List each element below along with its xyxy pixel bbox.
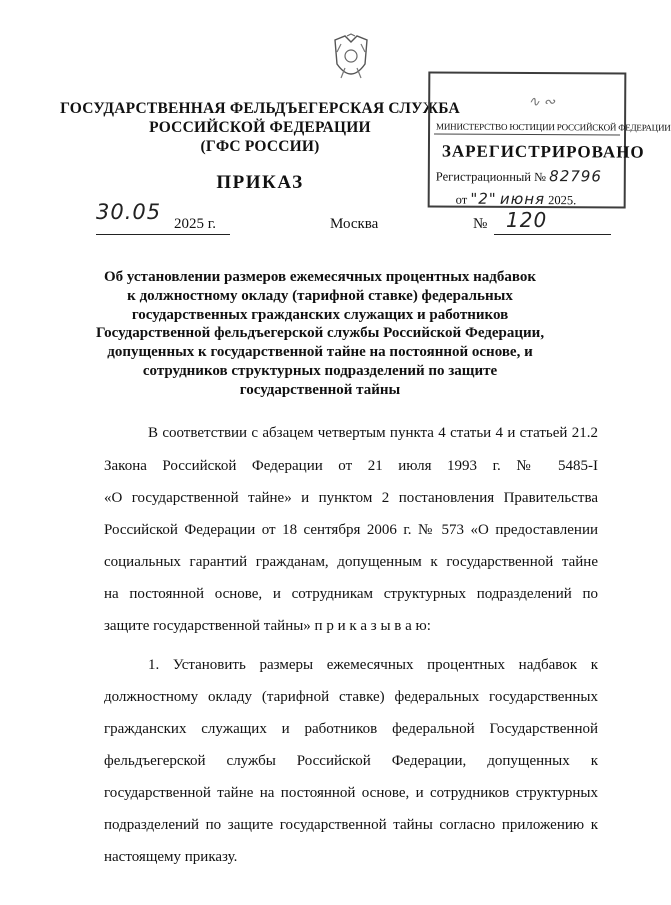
stamp-reg-label: Регистрационный № <box>435 169 547 185</box>
title-line: сотрудников структурных подразделений по защите <box>142 362 498 379</box>
item1-line: 1. Установить размеры ежемесячных процентных надбавок к <box>148 657 598 673</box>
title-line: Об установлении размеров ежемесячных процентных надбавок <box>103 269 537 285</box>
item1-line: фельдъегерской службы Российской Федерации, допущенных к <box>104 753 598 769</box>
stamp-status: ЗАРЕГИСТРИРОВАНО <box>441 141 645 162</box>
preamble-line: Российской Федерации от 18 сентября 2006 г. № 573 «О предоставлении <box>104 522 598 538</box>
stamp-date-year: 2025. <box>548 193 577 208</box>
stamp-smudge: ∿ ∾ <box>528 95 556 111</box>
agency-abbreviation: (ГФС РОССИИ) <box>200 138 320 155</box>
order-title <box>80 268 560 400</box>
date-underline <box>96 234 230 235</box>
stamp-organization: МИНИСТЕРСТВО ЮСТИЦИИ РОССИЙСКОЙ ФЕДЕРАЦИИ <box>436 121 671 133</box>
number-underline <box>494 234 611 235</box>
order-city: Москва <box>330 216 379 232</box>
stamp-registration-date <box>456 190 577 209</box>
item1-line: государственной тайне на постоянной основе, и сотрудников структурных <box>104 785 598 801</box>
preamble-line: социальных гарантий гражданам, допущенным к государственной тайне <box>104 554 598 570</box>
stamp-date-day: "2" <box>470 189 497 208</box>
stamp-reg-number: 82796 <box>549 167 602 186</box>
title-line: государственных гражданских служащих и работников <box>131 306 509 323</box>
coat-of-arms-icon <box>327 34 375 86</box>
agency-name-line2: РОССИЙСКОЙ ФЕДЕРАЦИИ <box>149 119 371 136</box>
stamp-divider <box>434 134 620 136</box>
stamp-registration-number <box>436 167 602 186</box>
preamble-line: на постоянной основе, и сотрудникам структурных подразделений по <box>104 586 598 602</box>
order-number-sign: № <box>473 216 488 232</box>
document-type: ПРИКАЗ <box>216 172 304 193</box>
stamp-date-month: июня <box>499 189 546 209</box>
title-line: к должностному окладу (тарифной ставке) федеральных <box>127 287 513 304</box>
order-date-handwritten: 30.05 <box>96 200 162 224</box>
title-line: Государственной фельдъегерской службы Российской Федерации, <box>95 325 545 342</box>
preamble-line: Закона Российской Федерации от 21 июля 1993 г. № 5485-I <box>104 458 598 474</box>
item1-line: должностному окладу (тарифной ставке) федеральных государственных <box>104 689 598 705</box>
title-line: государственной тайны <box>239 381 401 398</box>
agency-name-line1: ГОСУДАРСТВЕННАЯ ФЕЛЬДЪЕГЕРСКАЯ СЛУЖБА <box>60 100 460 117</box>
item1-line: подразделений по защите государственной тайны согласно приложению к <box>104 817 598 833</box>
order-number-handwritten: 120 <box>506 208 548 232</box>
title-line: допущенных к государственной тайне на постоянной основе, и <box>107 344 533 361</box>
item1-line: гражданских служащих и работников федеральной Государственной <box>104 721 598 737</box>
preamble-line: защите государственной тайны» п р и к а з ы в а ю: <box>104 618 431 634</box>
item1-line: настоящему приказу. <box>104 849 238 865</box>
stamp-date-prefix: от <box>455 192 468 207</box>
order-date-year: 2025 г. <box>174 216 216 232</box>
preamble-line: В соответствии с абзацем четвертым пункта 4 статьи 4 и статьей 21.2 <box>148 425 598 441</box>
registration-stamp <box>428 71 671 209</box>
preamble-line: «О государственной тайне» и пунктом 2 постановления Правительства <box>104 490 598 506</box>
